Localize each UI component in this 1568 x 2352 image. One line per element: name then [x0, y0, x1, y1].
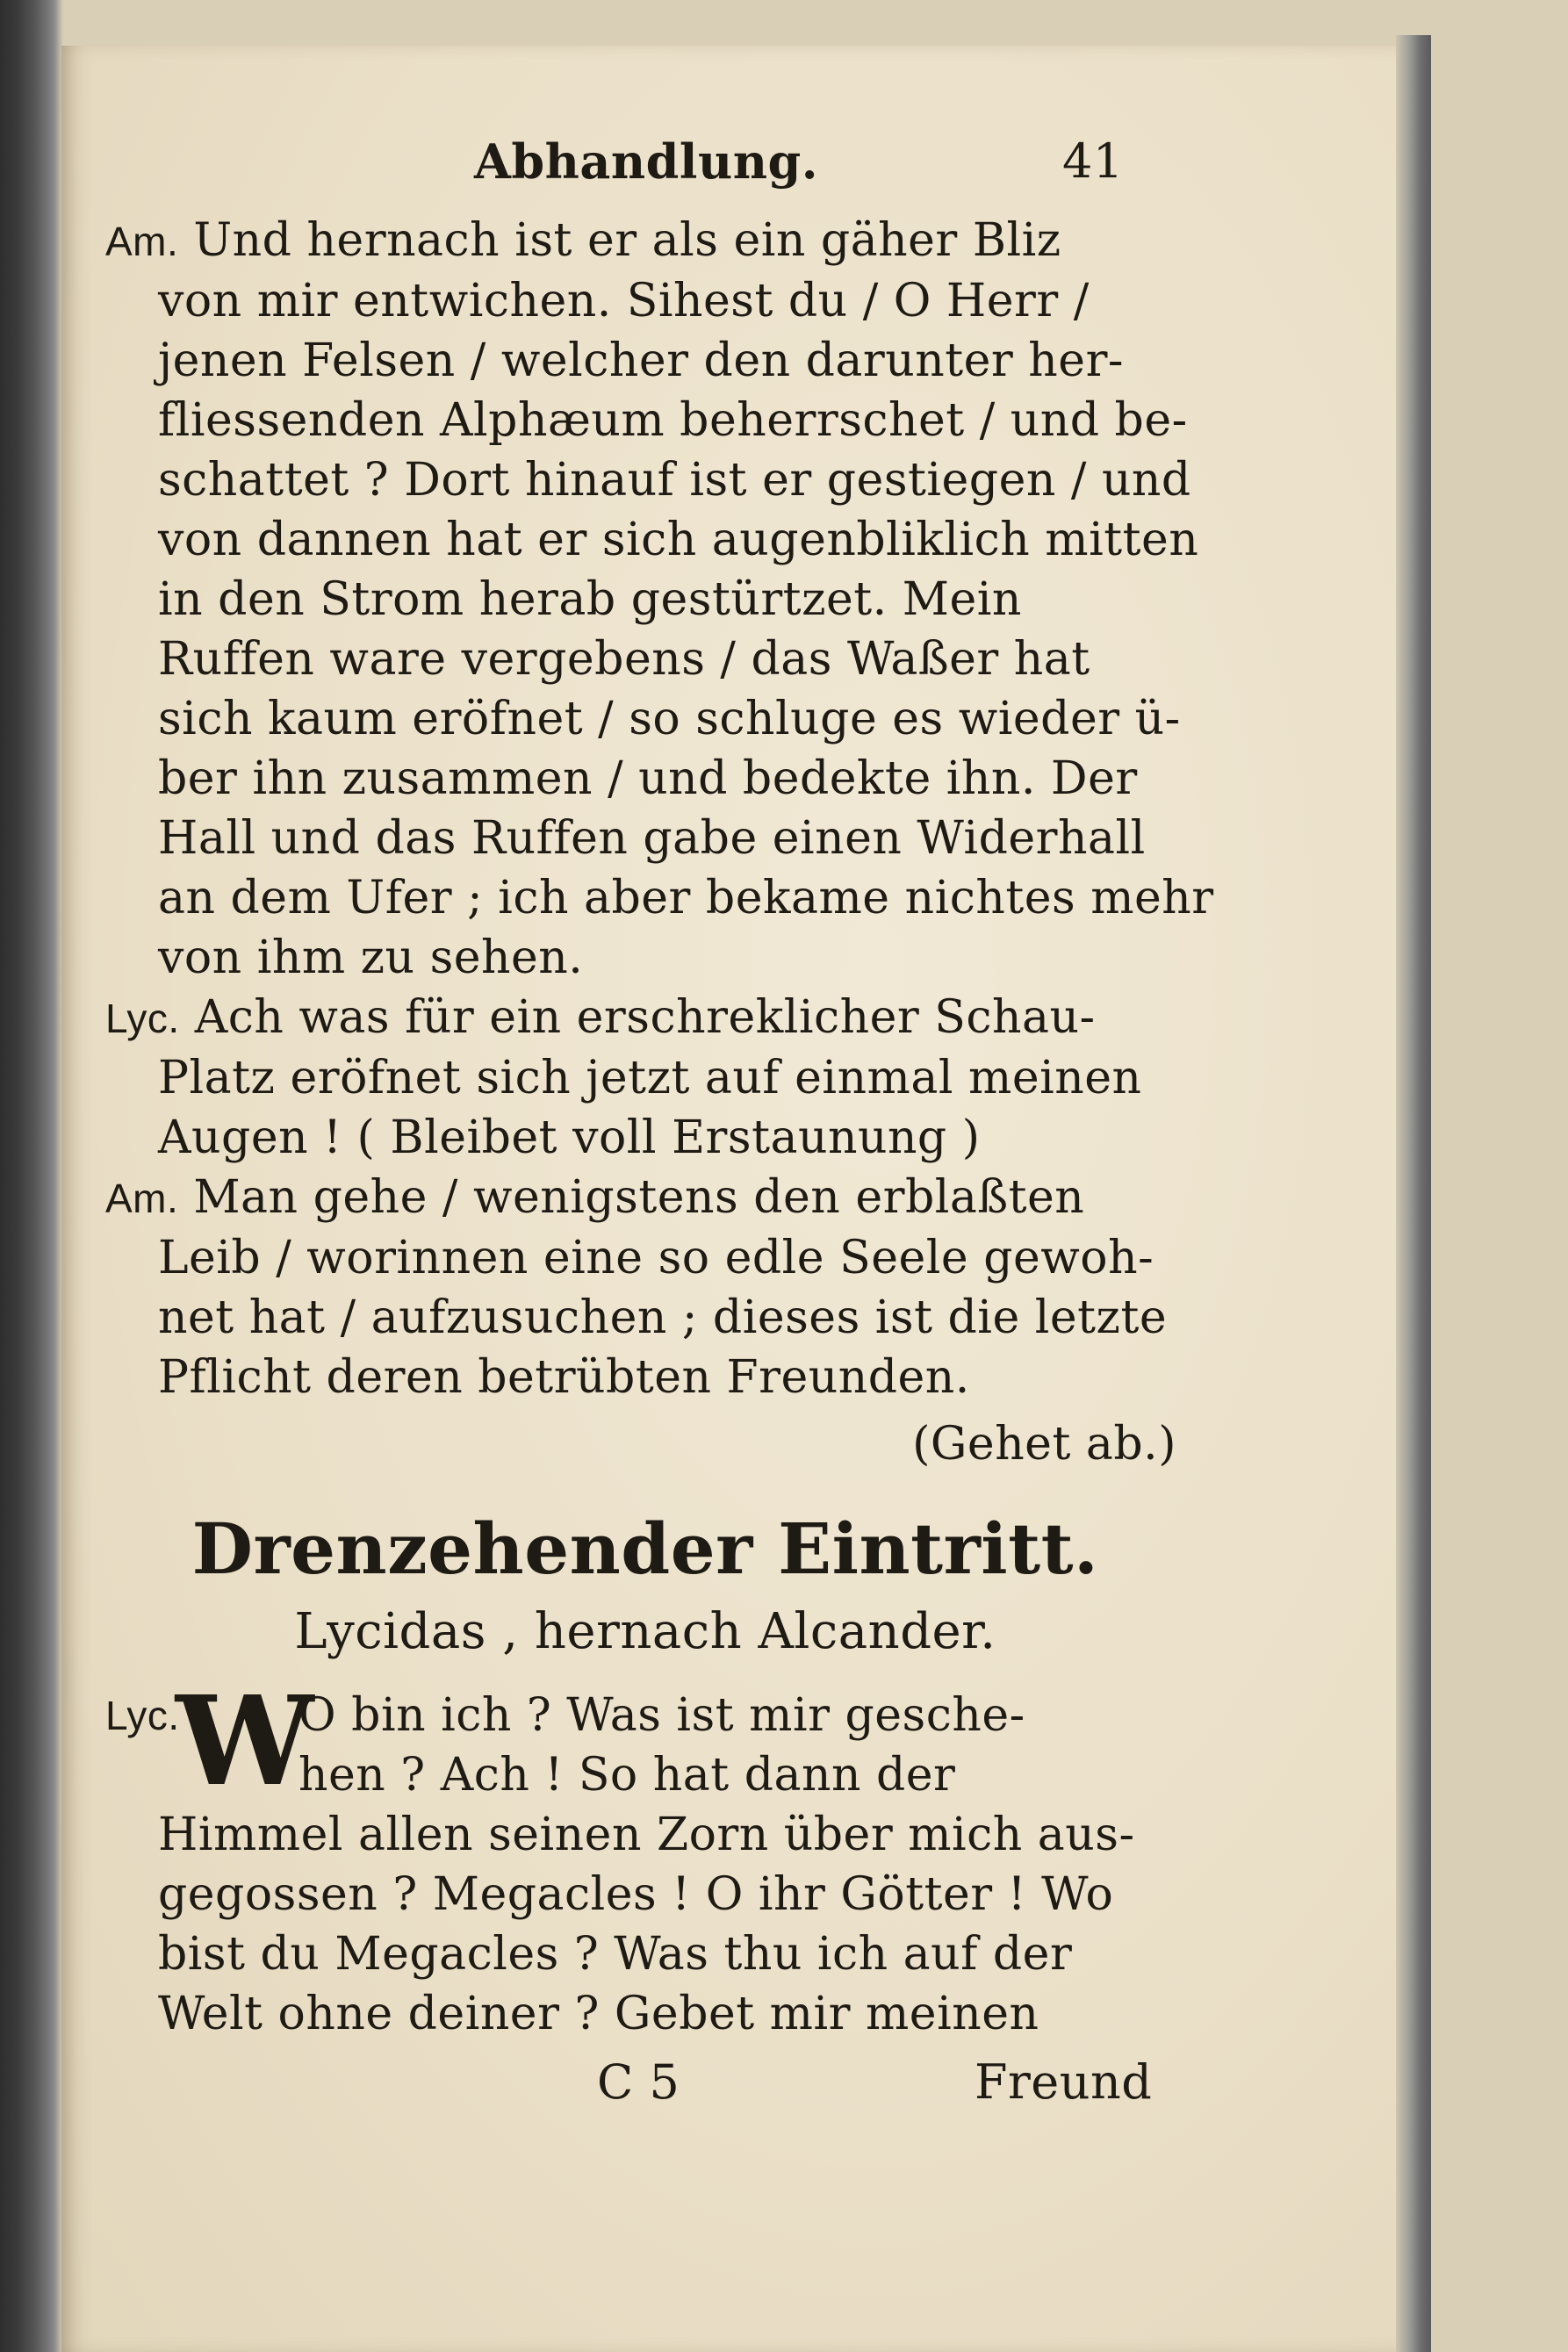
text-line: von ihm zu sehen.	[158, 931, 584, 984]
page-edge	[1396, 35, 1431, 2352]
text-line: fliessenden Alphæum beherrschet / und be-	[158, 394, 1188, 447]
signature-mark: C 5	[597, 2054, 680, 2110]
text-line: jenen Felsen / welcher den darunter her-	[158, 334, 1124, 387]
text-line: Pflicht deren betrübten Freunden.	[158, 1351, 970, 1404]
stage-direction: (Gehet ab.)	[912, 1418, 1176, 1471]
text-line: Augen ! ( Bleibet voll Erstaunung )	[158, 1111, 981, 1164]
text-line: Welt ohne deiner ? Gebet mir meinen	[158, 1988, 1039, 2040]
page-text	[105, 132, 1214, 2123]
text-line: hen ? Ach ! So hat dann der	[298, 1749, 956, 1802]
text-line: net hat / aufzusuchen ; dieses ist die letzte	[158, 1291, 1168, 1344]
text-line: Man gehe / wenigstens den erblaßten	[193, 1171, 1085, 1224]
text-line: von mir entwichen. Sihest du / O Herr /	[158, 275, 1090, 327]
text-line: Ach was für ein erschreklicher Schau-	[194, 991, 1096, 1044]
speaker-label: Lyc.	[105, 996, 180, 1041]
speaker-label: Am.	[105, 219, 179, 264]
text-line: Und hernach ist er als ein gäher Bliz	[193, 214, 1061, 267]
speech-lyc-2	[105, 1670, 1185, 2044]
text-line: O bin ich ? Was ist mir gesche-	[298, 1689, 1025, 1742]
text-line: an dem Ufer ; ich aber bekame nichtes mehr	[158, 872, 1214, 924]
page-header	[105, 132, 1185, 211]
speaker-label: Am.	[105, 1176, 179, 1221]
text-line: sich kaum eröfnet / so schluge es wieder ü-	[158, 693, 1181, 745]
text-line: Himmel allen seinen Zorn über mich aus-	[158, 1809, 1135, 1861]
scene-characters: Lycidas , hernach Alcander.	[294, 1603, 996, 1660]
text-line: Hall und das Ruffen gabe einen Widerhall	[158, 812, 1146, 865]
text-line: Leib / worinnen eine so edle Seele gewoh-	[158, 1232, 1154, 1284]
text-line: in den Strom herab gestürtzet. Mein	[158, 573, 1022, 626]
speaker-label: Lyc.	[105, 1693, 180, 1738]
text-line: gegossen ? Megacles ! O ihr Götter ! Wo	[158, 1868, 1114, 1921]
text-line: Ruffen ware vergebens / das Waßer hat	[158, 633, 1090, 686]
text-line: ber ihn zusammen / und bedekte ihn. Der	[158, 752, 1138, 805]
speech-am-2	[105, 1168, 1185, 1407]
catchword: Freund	[975, 2054, 1153, 2110]
text-line: schattet ? Dort hinauf ist er gestiegen / und	[158, 454, 1191, 507]
text-line: von dannen hat er sich augenbliklich mitten	[158, 514, 1199, 566]
scene-heading: Drenzehender Eintritt.	[191, 1507, 1099, 1590]
text-line: Platz eröfnet sich jetzt auf einmal meinen	[158, 1052, 1142, 1104]
page-footer	[105, 2053, 1185, 2123]
speech-lyc-1	[105, 988, 1185, 1168]
page-number: 41	[1062, 133, 1124, 189]
speech-am-1	[105, 211, 1214, 988]
drop-cap: W	[176, 1670, 314, 1814]
text-line: bist du Megacles ? Was thu ich auf der	[158, 1928, 1073, 1981]
running-head: Abhandlung.	[474, 133, 819, 190]
